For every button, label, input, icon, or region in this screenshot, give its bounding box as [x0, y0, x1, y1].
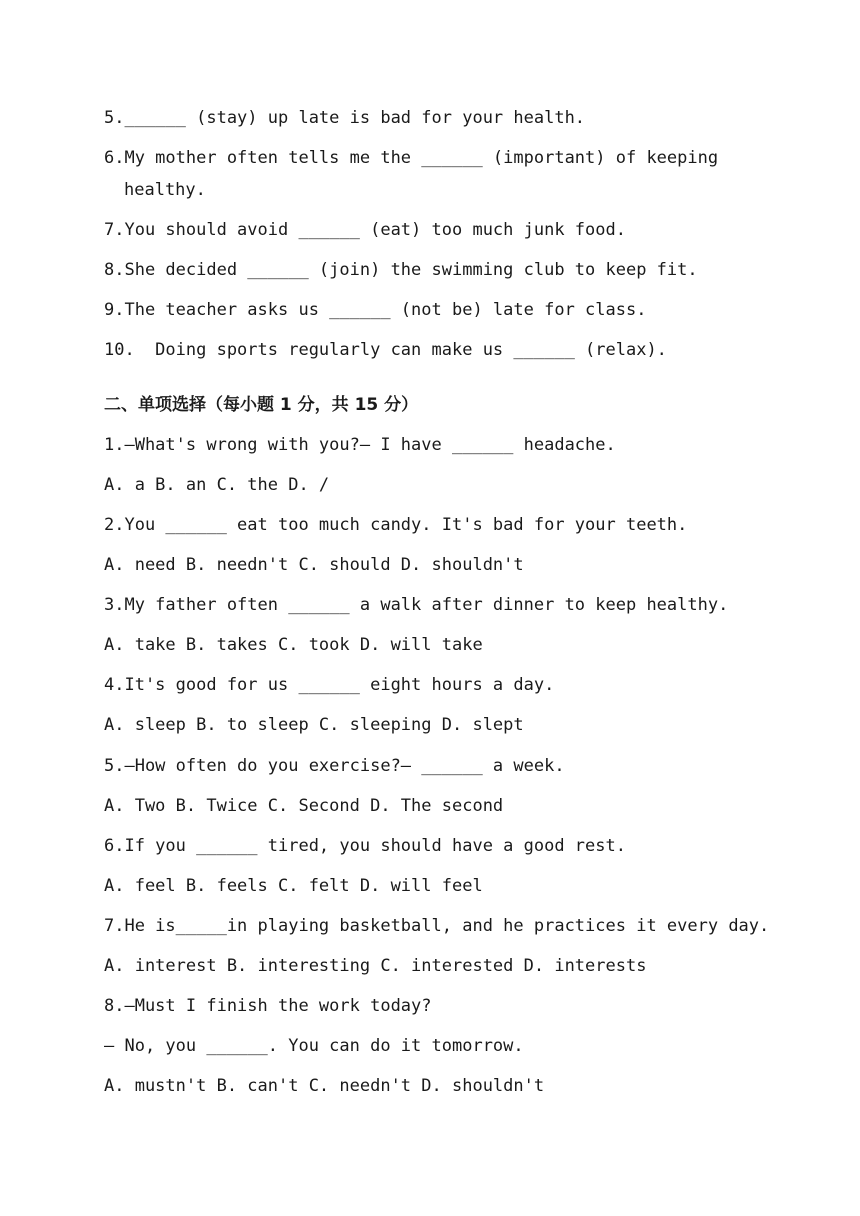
- question-8-options: A. mustn't B. can't C. needn't D. shouldn't: [104, 1076, 545, 1096]
- section-heading-multiple-choice: 二、单项选择（每小题 1 分，共 15 分）: [104, 395, 419, 415]
- question-5-options: A. Two B. Twice C. Second D. The second: [104, 796, 504, 816]
- fill-in-item-6: 6.My mother often tells me the ______ (important) of keeping: [104, 148, 719, 168]
- fill-in-item-8: 8.She decided ______ (join) the swimming club to keep fit.: [104, 260, 698, 280]
- question-2-options: A. need B. needn't C. should D. shouldn't: [104, 555, 524, 575]
- question-3-stem: 3.My father often ______ a walk after dinner to keep healthy.: [104, 595, 729, 615]
- question-2-stem: 2.You ______ eat too much candy. It's bad for your teeth.: [104, 515, 688, 535]
- fill-in-item-9: 9.The teacher asks us ______ (not be) late for class.: [104, 300, 647, 320]
- question-4-options: A. sleep B. to sleep C. sleeping D. slept: [104, 715, 524, 735]
- question-1-stem: 1.—What's wrong with you?— I have ______ headache.: [104, 435, 616, 455]
- question-4-stem: 4.It's good for us ______ eight hours a day.: [104, 675, 555, 695]
- question-7-options: A. interest B. interesting C. interested D. interests: [104, 956, 647, 976]
- fill-in-item-7: 7.You should avoid ______ (eat) too much junk food.: [104, 220, 626, 240]
- question-6-options: A. feel B. feels C. felt D. will feel: [104, 876, 483, 896]
- fill-in-item-5: 5.______ (stay) up late is bad for your health.: [104, 108, 586, 128]
- question-8-stem-answer: — No, you ______. You can do it tomorrow.: [104, 1036, 524, 1056]
- question-8-stem: 8.—Must I finish the work today?: [104, 996, 432, 1016]
- question-6-stem: 6.If you ______ tired, you should have a good rest.: [104, 836, 626, 856]
- question-5-stem: 5.—How often do you exercise?— ______ a week.: [104, 756, 565, 776]
- fill-in-item-10: 10. Doing sports regularly can make us ______ (relax).: [104, 340, 667, 360]
- question-7-stem: 7.He is_____in playing basketball, and he practices it every day.: [104, 916, 770, 936]
- question-1-options: A. a B. an C. the D. /: [104, 475, 330, 495]
- question-3-options: A. take B. takes C. took D. will take: [104, 635, 483, 655]
- fill-in-item-6-continued: healthy.: [124, 180, 206, 200]
